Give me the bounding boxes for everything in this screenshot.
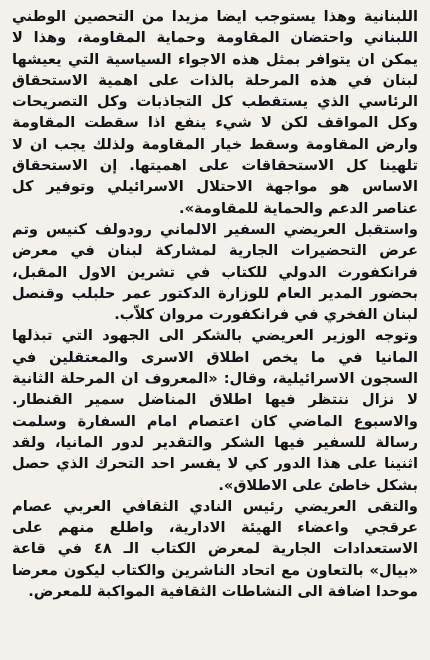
article-paragraph-1: اللبنانية وهذا يستوجب ايضا مزيدا من التحصين الوطني اللبناني واحتضان المقاومة وحماية المقاومة، وهذا لا يمكن ان يتوافر بمثل هذه الاجواء السياسية التي يعيشها لبنان في هذه المرحلة بالذات على اهمية الاستحقاق الرئاسي الذي يستقطب كل التجاذبات وكل التصريحات وكل المواقف لكن لا شيء ينفع اذا سقطت المقاومة وارض المقاومة وسقط خيار المقاومة ولذلك يجب ان لا تلهينا كل الاستحقاقات على اهميتها. إن الاستحقاق الاساس هو مواجهة الاحتلال الاسرائيلي وتوفير كل عناصر الدعم والحماية للمقاومة». [12,8,418,217]
article-paragraph-2: واستقبل العريضي السفير الالماني رودولف كنيس وتم عرض التحضيرات الجارية لمشاركة لبنان في معرض فرانكفورت الدولي للكتاب في تشرين الاول المقبل، بحضور المدير العام للوزارة الدكتور عمر حلبلب وقنصل لبنان الفخري في فرانكفورت مروان كلاّب. [12,220,418,324]
article-paragraph-4: والتقى العريضي رئيس النادي الثقافي العربي عصام عرقجي واعضاء الهيئة الادارية، واطلع منهم على الاستعدادات الجارية لمعرض الكتاب الـ ٤٨ في قاعة «بيال» بالتعاون مع اتحاد الناشرين والكتاب ليكون معرضا موحدا اضافة الى النشاطات الثقافية المواكبة للمعرض. [12,497,419,601]
article-paragraph-3: وتوجه الوزير العريضي بالشكر الى الجهود التي تبذلها المانيا في ما يخص اطلاق الاسرى والمعتقلين في السجون الاسرائيلية، وقال: «المعروف ان المرحلة الثانية لا نزال ننتظر فيها اطلاق المناضل سمير القنطار. والاسبوع الماضي كان اعتصام امام السفارة وسلمت رسالة للسفير فيها الشكر والتقدير لدور المانيا، ولقد اثنينا على هذا الدور كي لا يفسر احد التحرك الذي حصل بشكل خاطئ على الاطلاق». [12,327,418,494]
